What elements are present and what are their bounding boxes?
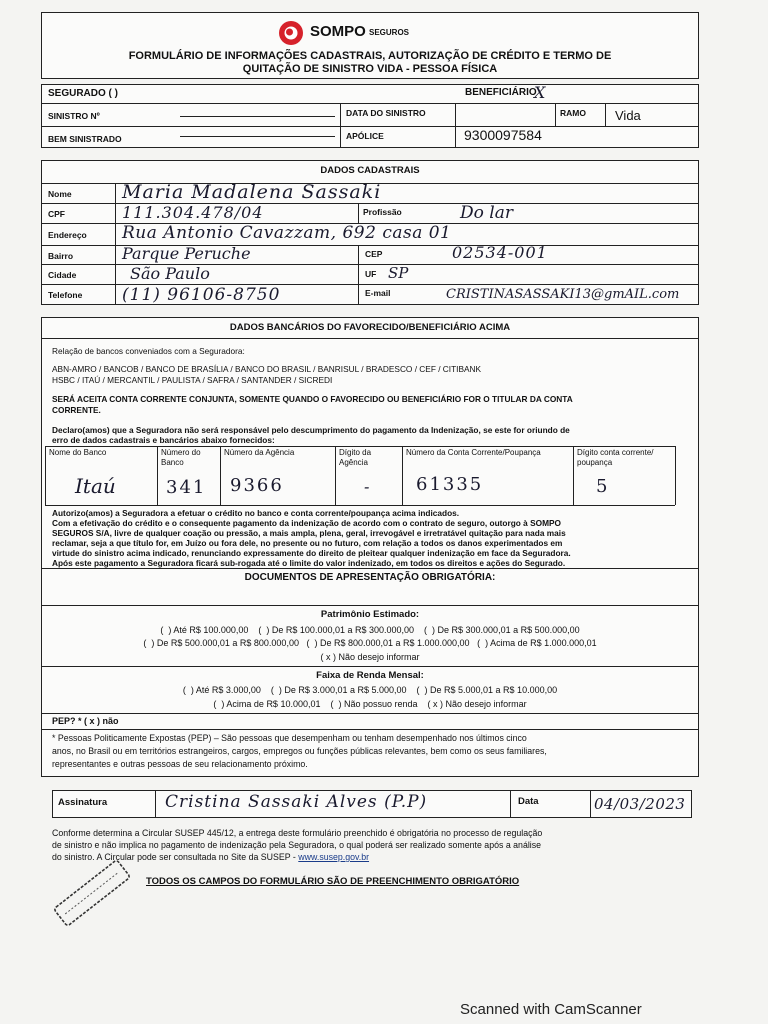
documentos-title: DOCUMENTOS DE APRESENTAÇÃO OBRIGATÓRIA: [244, 572, 496, 583]
footer-line2: de sinistro e não implica no pagamento de indenização pela Seguradora, o qual poderá ser realizado somente após a análise [52, 840, 542, 850]
renda-line1: ( ) Até R$ 3.000,00 ( ) De R$ 3.000,01 a R$ 5.000,00 ( ) De R$ 5.000,01 a R$ 10.000,00 [182, 685, 558, 695]
susep-link[interactable]: www.susep.gov.br [298, 852, 370, 862]
col-digito-conta: Dígito conta corrente/ poupança [577, 448, 654, 467]
conta-value: 61335 [416, 474, 484, 495]
patrimonio-line3: ( x ) Não desejo informar [320, 652, 420, 662]
cidade-label: Cidade [48, 270, 77, 280]
endereco-label: Endereço [48, 230, 87, 240]
pep-question: PEP? * ( x ) não [52, 716, 119, 726]
cpf-label: CPF [48, 209, 65, 219]
autorizo-line5: virtude do sinistro acima indicado, renunciando expressamente do direito de pleitear qualquer indenização em face da Seguradora. [52, 548, 571, 558]
mandatory-notice: TODOS OS CAMPOS DO FORMULÁRIO SÃO DE PREENCHIMENTO OBRIGATÓRIO [146, 876, 520, 887]
banks-intro: Relação de bancos conveniados com a Seguradora: [52, 346, 245, 356]
banco-value: Itaú [75, 474, 116, 498]
digito-agencia-value: - [364, 477, 370, 496]
email-label: E-mail [365, 288, 391, 298]
form-title-line1: FORMULÁRIO DE INFORMAÇÕES CADASTRAIS, AUTORIZAÇÃO DE CRÉDITO E TERMO DE [128, 50, 612, 62]
col-agencia: Número da Agência [224, 448, 295, 457]
camscanner-watermark: Scanned with CamScanner [460, 1001, 642, 1018]
apolice-value: 9300097584 [464, 127, 542, 143]
assinatura-label: Assinatura [58, 797, 108, 808]
email-value: CRISTINASASSAKI13@gmAIL.com [446, 287, 680, 302]
segurado-label: SEGURADO ( ) [48, 88, 118, 99]
beneficiario-label: BENEFICIÁRIO [465, 87, 537, 98]
patrimonio-line2: ( ) De R$ 500.000,01 a R$ 800.000,00 ( ) De R$ 800.000,01 a R$ 1.000.000,00 ( ) Acima de R$ 1.000.000,01 [143, 638, 597, 648]
conjunta-line1: SERÁ ACEITA CONTA CORRENTE CONJUNTA, SOMENTE QUANDO O FAVORECIDO OU BENEFICIÁRIO FOR O TITULAR DA CONTA [52, 394, 573, 404]
uf-label: UF [365, 269, 377, 279]
brand-name: SOMPO [310, 23, 366, 40]
autorizo-line1: Autorizo(amos) a Seguradora a efetuar o crédito no banco e conta corrente/poupança acima indicados. [52, 508, 460, 518]
stamp-icon [44, 858, 140, 928]
sinistro-label: SINISTRO Nº [48, 111, 100, 121]
telefone-value: (11) 96106-8750 [122, 285, 281, 305]
autorizo-line6: Após este pagamento a Seguradora ficará sub-rogada até o limite do valor indenizado, em todos os direitos e ações do Segurado. [52, 558, 566, 568]
bancarios-title: DADOS BANCÁRIOS DO FAVORECIDO/BENEFICIÁRIO ACIMA [229, 322, 511, 333]
cidade-value: São Paulo [130, 264, 210, 283]
bairro-label: Bairro [48, 251, 74, 261]
form-title-line2: QUITAÇÃO DE SINISTRO VIDA - PESSOA FÍSICA [242, 63, 498, 75]
cep-value: 02534-001 [452, 243, 548, 262]
bem-blank [180, 136, 335, 137]
declaro-line2: erro de dados cadastrais e bancários abaixo fornecidos: [52, 435, 275, 445]
col-conta: Número da Conta Corrente/Poupança [406, 448, 541, 457]
col-banco: Nome do Banco [49, 448, 107, 457]
data-sinistro-label: DATA DO SINISTRO [346, 108, 426, 118]
brand-suffix: SEGUROS [369, 28, 410, 37]
pep-note-line3: representantes e outras pessoas de seu relacionamento próximo. [52, 759, 308, 769]
renda-title: Faixa de Renda Mensal: [316, 670, 424, 681]
endereco-value: Rua Antonio Cavazzam, 692 casa 01 [122, 223, 452, 243]
digito-conta-value: 5 [596, 476, 608, 497]
declaro-line1: Declaro(amos) que a Seguradora não será responsável pelo descumprimento do pagamento da Indenização, se este for oriundo de [52, 425, 570, 435]
col-digito-agencia: Dígito da Agência [339, 448, 372, 467]
conjunta-line2: CORRENTE. [52, 405, 101, 415]
cep-label: CEP [365, 249, 383, 259]
ramo-label: RAMO [560, 108, 586, 118]
bairro-value: Parque Peruche [122, 244, 251, 263]
sompo-logo-icon [278, 20, 304, 46]
col-numero-banco: Número do Banco [161, 448, 201, 467]
telefone-label: Telefone [48, 290, 83, 300]
banks-line2: HSBC / ITAÚ / MERCANTIL / PAULISTA / SAFRA / SANTANDER / SICREDI [52, 375, 333, 385]
nome-label: Nome [48, 189, 72, 199]
profissao-value: Do lar [460, 203, 513, 223]
uf-value: SP [388, 264, 409, 282]
nome-value: Maria Madalena Sassaki [122, 181, 382, 203]
patrimonio-line1: ( ) Até R$ 100.000,00 ( ) De R$ 100.000,01 a R$ 300.000,00 ( ) De R$ 300.000,01 a R$ 500.000,00 [160, 625, 580, 635]
footer-line1: Conforme determina a Circular SUSEP 445/12, a entrega deste formulário preenchido é obrigatória no processo de regulação [52, 828, 543, 838]
agencia-value: 9366 [230, 475, 284, 496]
beneficiario-mark: X [534, 83, 546, 102]
apolice-label: APÓLICE [346, 131, 384, 141]
cadastrais-title: DADOS CADASTRAIS [320, 165, 420, 176]
numero-banco-value: 341 [166, 477, 207, 498]
data-label: Data [518, 796, 539, 807]
pep-note-line1: * Pessoas Politicamente Expostas (PEP) – São pessoas que desempenham ou tenham desempenhado nos últimos cinco [52, 733, 527, 743]
sinistro-blank [180, 116, 335, 117]
ramo-value: Vida [615, 108, 641, 123]
profissao-label: Profissão [363, 207, 402, 217]
autorizo-line2: Com a efetivação do crédito e o consequente pagamento da indenização de acordo com o contrato de seguro, outorgo à SOMPO [52, 518, 561, 528]
assinatura-value: Cristina Sassaki Alves (P.P) [165, 792, 428, 812]
cpf-value: 111.304.478/04 [122, 203, 264, 222]
banks-line1: ABN-AMRO / BANCOB / BANCO DE BRASÍLIA / BANCO DO BRASIL / BANRISUL / BRADESCO / CEF / CITIBANK [52, 364, 482, 374]
patrimonio-title: Patrimônio Estimado: [320, 609, 420, 620]
autorizo-line3: SEGUROS S/A, livre de qualquer coação ou pressão, a mais ampla, plena, geral, irrevogável e irretratável quitação para nada mais [52, 528, 566, 538]
pep-note-line2: anos, no Brasil ou em territórios estrangeiros, cargos, empregos ou funções públicas relevantes, bem como os seus familiares, [52, 746, 547, 756]
bem-sinistrado-label: BEM SINISTRADO [48, 134, 122, 144]
renda-line2: ( ) Acima de R$ 10.000,01 ( ) Não possuo renda ( x ) Não desejo informar [213, 699, 527, 709]
footer-line3-text: do sinistro. A Circular pode ser consultada no Site da SUSEP - [52, 852, 299, 862]
data-value: 04/03/2023 [594, 795, 686, 813]
autorizo-line4: reclamar, seja a que título for, em Juízo ou fora dele, no presente ou no futuro, com relação a todos os danos experimentados em [52, 538, 563, 548]
